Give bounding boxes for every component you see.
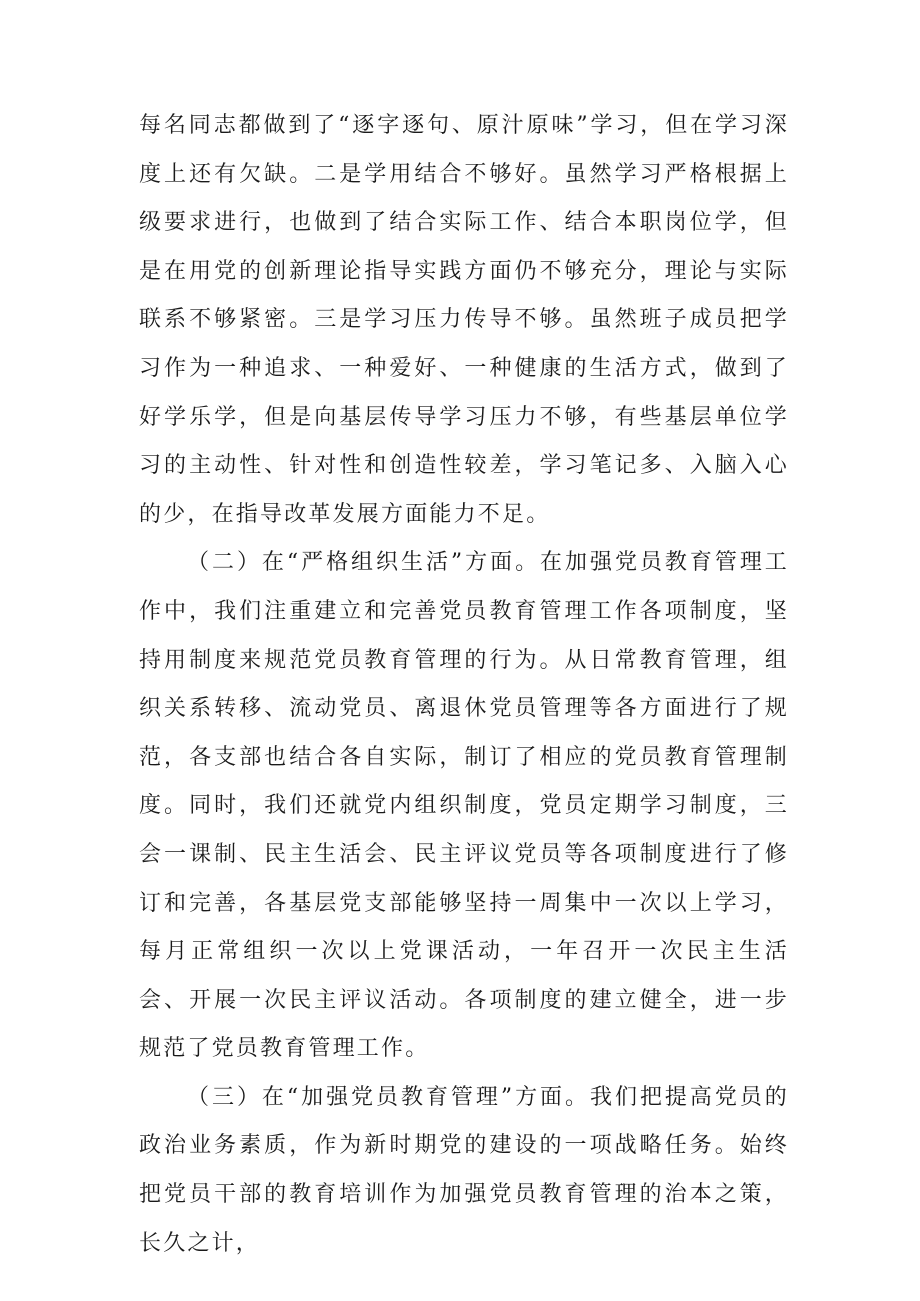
paragraph-study-deficiencies: 每名同志都做到了“逐字逐句、原汁原味”学习，但在学习深度上还有欠缺。二是学用结合不够好。虽然学习严格根据上级要求进行，也做到了结合实际工作、结合本职岗位学，但是在用党的创新理论指导实践方面仍不够充分，理论与实际联系不够紧密。三是学习压力传导不够。虽然班子成员把学习作为一种追求、一种爱好、一种健康的生活方式，做到了好学乐学，但是向基层传导学习压力不够，有些基层单位学习的主动性、针对性和创造性较差，学习笔记多、入脑入心的少，在指导改革发展方面能力不足。 <box>139 113 789 527</box>
paragraph-member-education: （三）在“加强党员教育管理”方面。我们把提高党员的政治业务素质，作为新时期党的建设的一项战略任务。始终把党员干部的教育培训作为加强党员教育管理的治本之策，长久之计， <box>139 1084 789 1256</box>
paragraph-organizational-life: （二）在“严格组织生活”方面。在加强党员教育管理工作中，我们注重建立和完善党员教育管理工作各项制度，坚持用制度来规范党员教育管理的行为。从日常教育管理，组织关系转移、流动党员、离退休党员管理等各方面进行了规范，各支部也结合各自实际，制订了相应的党员教育管理制度。同时，我们还就党内组织制度，党员定期学习制度，三会一课制、民主生活会、民主评议党员等各项制度进行了修订和完善，各基层党支部能够坚持一周集中一次以上学习，每月正常组织一次以上党课活动，一年召开一次民主生活会、开展一次民主评议活动。各项制度的建立健全，进一步规范了党员教育管理工作。 <box>139 550 789 1062</box>
document-body <box>139 102 789 1268</box>
